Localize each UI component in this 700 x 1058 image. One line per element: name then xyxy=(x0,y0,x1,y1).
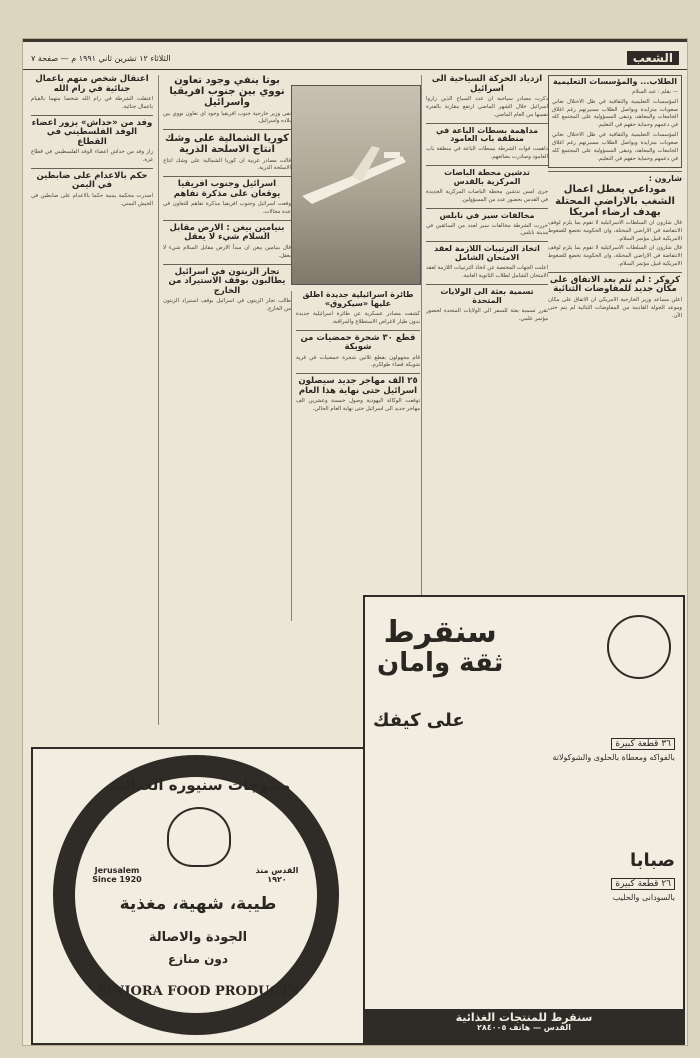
korea-body: قالت مصادر غربية ان كوريا الشمالية على وشك انتاج الاسلحة الذرية. xyxy=(163,157,291,172)
delegation-headline: تسمية بعثة الى الولايات المتحدة xyxy=(440,286,534,305)
siniora-quality: الجودة والاصالة xyxy=(148,930,248,945)
immigrants-headline: ٢٥ الف مهاجر جديد سيصلون اسرائيل حتى نهاية هذا العام xyxy=(298,376,418,396)
begin-headline: بنيامين بيغن : الارض مقابل السلام شيء لا يعقل xyxy=(169,222,285,243)
hadash-body: زار وفد من حداش اعضاء الوفد الفلسطيني في قطاع غزة. xyxy=(31,149,153,164)
siniora-tagline: طيبة، شهية، مغذية xyxy=(119,894,277,914)
exam-headline: اتخاذ الترتيبات اللازمة لعقد الامتحان الشامل xyxy=(434,244,540,263)
divider xyxy=(31,115,153,116)
product2-pack: ٢٦ قطعة كبيرة xyxy=(611,878,675,890)
divider xyxy=(163,264,291,265)
delegation-body: تقرر تسمية بعثة للسفر الى الولايات المتحدة لحضور مؤتمر علمي. xyxy=(426,307,548,322)
siniora-no-competition: دون منازع xyxy=(168,952,228,966)
header-date: الثلاثاء ١٢ تشرين ثاني ١٩٩١ م — صفحة ٧ xyxy=(31,53,171,63)
siniora-arabic-top: منتوجات سنيوره الغذائية xyxy=(109,776,291,794)
crocker-body: اعلن مساعد وزير الخارجية الامريكي ان الاتفاق على مكان وموعد الجولة القادمة من المفاوضات الثنائية لم يتم حتى الآن. xyxy=(548,296,682,319)
divider xyxy=(296,330,420,331)
product1-line: بالفواكه ومعطاة بالحلوى والشوكولاتة xyxy=(552,753,675,763)
education-byline: — بقلم : عبد السلام xyxy=(632,88,678,95)
hadash-headline: وفد من «حداش» يزور اعضاء الوفد الفلسطيني في القطاع xyxy=(31,117,153,147)
yemen-body: اصدرت محكمة يمنية حكما بالاعدام على ضابطين في الجيش اليمني. xyxy=(31,192,153,207)
sharon-body-2: قال شارون ان السلطات الاسرائيلية لا تقوم بما يلزم لوقف الانتفاضة في الاراضي المحتلة، وان الحكومة تخضع للضغوط الامريكية قبيل مؤتمر السلام. xyxy=(548,245,682,268)
trees-headline: قطع ٣٠ شجرة حمضيات من شويكة xyxy=(300,332,416,353)
arrest-headline: اعتقال شخص متهم باعمال جنائية في رام الله xyxy=(35,74,149,94)
divider xyxy=(426,208,548,209)
sinnokrot-address: القدس — هاتف ٢٨٤٠٠٥ xyxy=(477,1023,571,1033)
sinnokrot-company: سنقرط للمنتجات الغذائية xyxy=(455,1011,593,1024)
aircraft-photo xyxy=(291,85,421,285)
header-rule xyxy=(23,69,687,70)
begin-body: قال بنيامين بيغن ان مبدأ الارض مقابل السلام شيء لا يعقل. xyxy=(163,244,291,259)
sinnokrot-product-1 xyxy=(365,707,683,827)
sinnokrot-footer xyxy=(365,1009,683,1043)
top-rule xyxy=(23,39,687,42)
olive-body: طالب تجار الزيتون في اسرائيل بوقف استيراد الزيتون من الخارج. xyxy=(163,298,291,312)
product1-pack: ٣٦ قطعة كبيرة xyxy=(611,738,675,750)
tourism-body: ذكرت مصادر سياحية ان عدد السياح الذين زاروا اسرائيل خلال الشهر الماضي ارتفع مقارنة بالفترة نفسها من العام الماضي. xyxy=(426,96,548,118)
sinnokrot-ad xyxy=(363,595,685,1045)
drone-icon xyxy=(292,86,420,284)
divider xyxy=(426,123,548,124)
column-right xyxy=(548,75,682,565)
siniora-left-since: Jerusalem Since 1920 xyxy=(92,866,142,884)
divider xyxy=(548,171,682,172)
product2-line: بالسودانى والحليب xyxy=(612,893,675,903)
divider xyxy=(163,129,291,130)
sinnokrot-slogan: ثقة وامان xyxy=(377,648,504,679)
korea-headline: كوريا الشمالية على وشك انتاج الاسلحة الذرية xyxy=(165,133,289,156)
sinnokrot-brand: سنقرط xyxy=(383,614,497,650)
plane-body: كشفت مصادر عسكرية عن طائرة اسرائيلية جديدة بدون طيار لاغراض الاستطلاع والمراقبة. xyxy=(296,310,420,325)
newspaper-page xyxy=(22,38,688,1046)
crocker-headline: كروكر : لم يتم بعد الاتفاق على مكان جديد للمفاوضات الثنائية xyxy=(549,274,681,295)
bus-station-headline: تدشين محطة الباصات المركزية بالقدس xyxy=(444,168,530,187)
product2-name: صبابا xyxy=(629,850,675,871)
siniora-english: SINIORA FOOD PRODUCTS xyxy=(97,984,299,999)
divider xyxy=(163,220,291,221)
siniora-ad xyxy=(31,747,365,1045)
bus-station-body: جرى امس تدشين محطة الباصات المركزية الجديدة في القدس بحضور عدد من المسؤولين. xyxy=(426,188,548,203)
yemen-headline: حكم بالاعدام على ضابطين في اليمن xyxy=(36,170,148,191)
divider xyxy=(548,272,682,273)
column-2 xyxy=(421,75,548,615)
product1-name: على كيفك xyxy=(373,710,465,731)
trees-body: قام مجهولون بقطع ثلاثين شجرة حمضيات في قرية شويكة قضاء طولكرم. xyxy=(296,354,420,369)
plane-headline: طائرة اسرائيلية جديدة اطلق عليها «سيكروق» xyxy=(302,290,414,308)
sinnokrot-product-2 xyxy=(365,847,683,967)
sharon-body: قال شارون ان السلطات الاسرائيلية لا تقوم بما يلزم لوقف الانتفاضة في الاراضي المحتلة، وان الحكومة تخضع للضغوط الامريكية قبيل مؤتمر السلام. xyxy=(548,219,682,242)
memorandum-body: وقعت اسرائيل وجنوب افريقيا مذكرة تفاهم للتعاون في عدة مجالات. xyxy=(163,201,291,216)
traffic-headline: مخالفات سير في نابلس xyxy=(439,210,535,220)
sinnokrot-emblem xyxy=(607,615,671,679)
siniora-cow-icon xyxy=(167,807,231,867)
divider xyxy=(426,165,548,166)
divider xyxy=(163,176,291,177)
education-title: الطلاب... والمؤسسات التعليمية xyxy=(552,77,678,86)
botha-headline: بوتا ينفي وجود تعاون نووي بين جنوب افريقيا واسرائيل xyxy=(169,75,285,109)
divider xyxy=(296,373,420,374)
education-body-2: المؤسسات التعليمية والثقافية في ظل الاحتلال تعاني صعوبات متزايدة ويواصل الطلاب مسيرتهم رغم اغلاق الجامعات والمعاهد، وتبقى المسؤولية على المجتمع كله في دعمهم وحماية حقهم في التعليم. xyxy=(552,132,678,162)
divider xyxy=(31,168,153,169)
sinnokrot-top xyxy=(365,597,683,697)
olive-headline: تجار الزيتون في اسرائيل يطالبون بوقف الاستيراد من الخارج xyxy=(168,266,286,296)
immigrants-body: توقعت الوكالة اليهودية وصول خمسة وعشرين الف مهاجر جديد الى اسرائيل حتى نهاية العام الحالي. xyxy=(296,398,420,413)
column-4 xyxy=(158,75,291,725)
arrest-body: اعتقلت الشرطة في رام الله شخصا متهما بالقيام باعمال جنائية. xyxy=(31,96,153,110)
education-body: المؤسسات التعليمية والثقافية في ظل الاحتلال تعاني صعوبات متزايدة ويواصل الطلاب مسيرتهم رغم اغلاق الجامعات والمعاهد، وتبقى المسؤولية على المجتمع كله في دعمهم وحماية حقهم في التعليم. xyxy=(552,98,678,129)
traffic-body: حررت الشرطة مخالفات سير لعدد من السائقين في مدينة نابلس. xyxy=(426,222,548,237)
column-3 xyxy=(291,291,420,621)
siniora-right-since: القدس منذ ١٩٢٠ xyxy=(255,866,299,884)
divider xyxy=(426,241,548,242)
exam-body: اعلنت الجهات المختصة عن اتخاذ الترتيبات اللازمة لعقد الامتحان الشامل لطلاب الثانوية العامة. xyxy=(426,265,548,279)
education-box xyxy=(548,75,682,168)
masthead-logo: الشعب xyxy=(627,51,679,65)
botha-body: نفى وزير خارجية جنوب افريقيا وجود اي تعاون نووي بين بلاده واسرائيل. xyxy=(163,110,291,125)
memorandum-headline: اسرائيل وجنوب افريقيا يوقعان على مذكرة تفاهم xyxy=(173,179,281,199)
sinnokrot-slogan-block xyxy=(377,616,503,679)
column-5 xyxy=(31,75,153,725)
vendors-headline: مداهمة بسطات الباعة في منطقة باب العامود xyxy=(435,125,539,144)
vendors-body: داهمت قوات الشرطة بسطات الباعة في منطقة باب العامود وصادرت بضائعهم. xyxy=(426,146,548,161)
page-header xyxy=(31,51,679,65)
sharon-headline: موداعي يعطل اعمال الشغب بالاراضي المحتلة بهدف ارضاء امريكا xyxy=(555,184,675,218)
divider xyxy=(426,284,548,285)
tourism-headline: ازدياد الحركة السياحية الى اسرائيل xyxy=(431,74,543,94)
sharon-label: شارون : xyxy=(648,174,682,184)
